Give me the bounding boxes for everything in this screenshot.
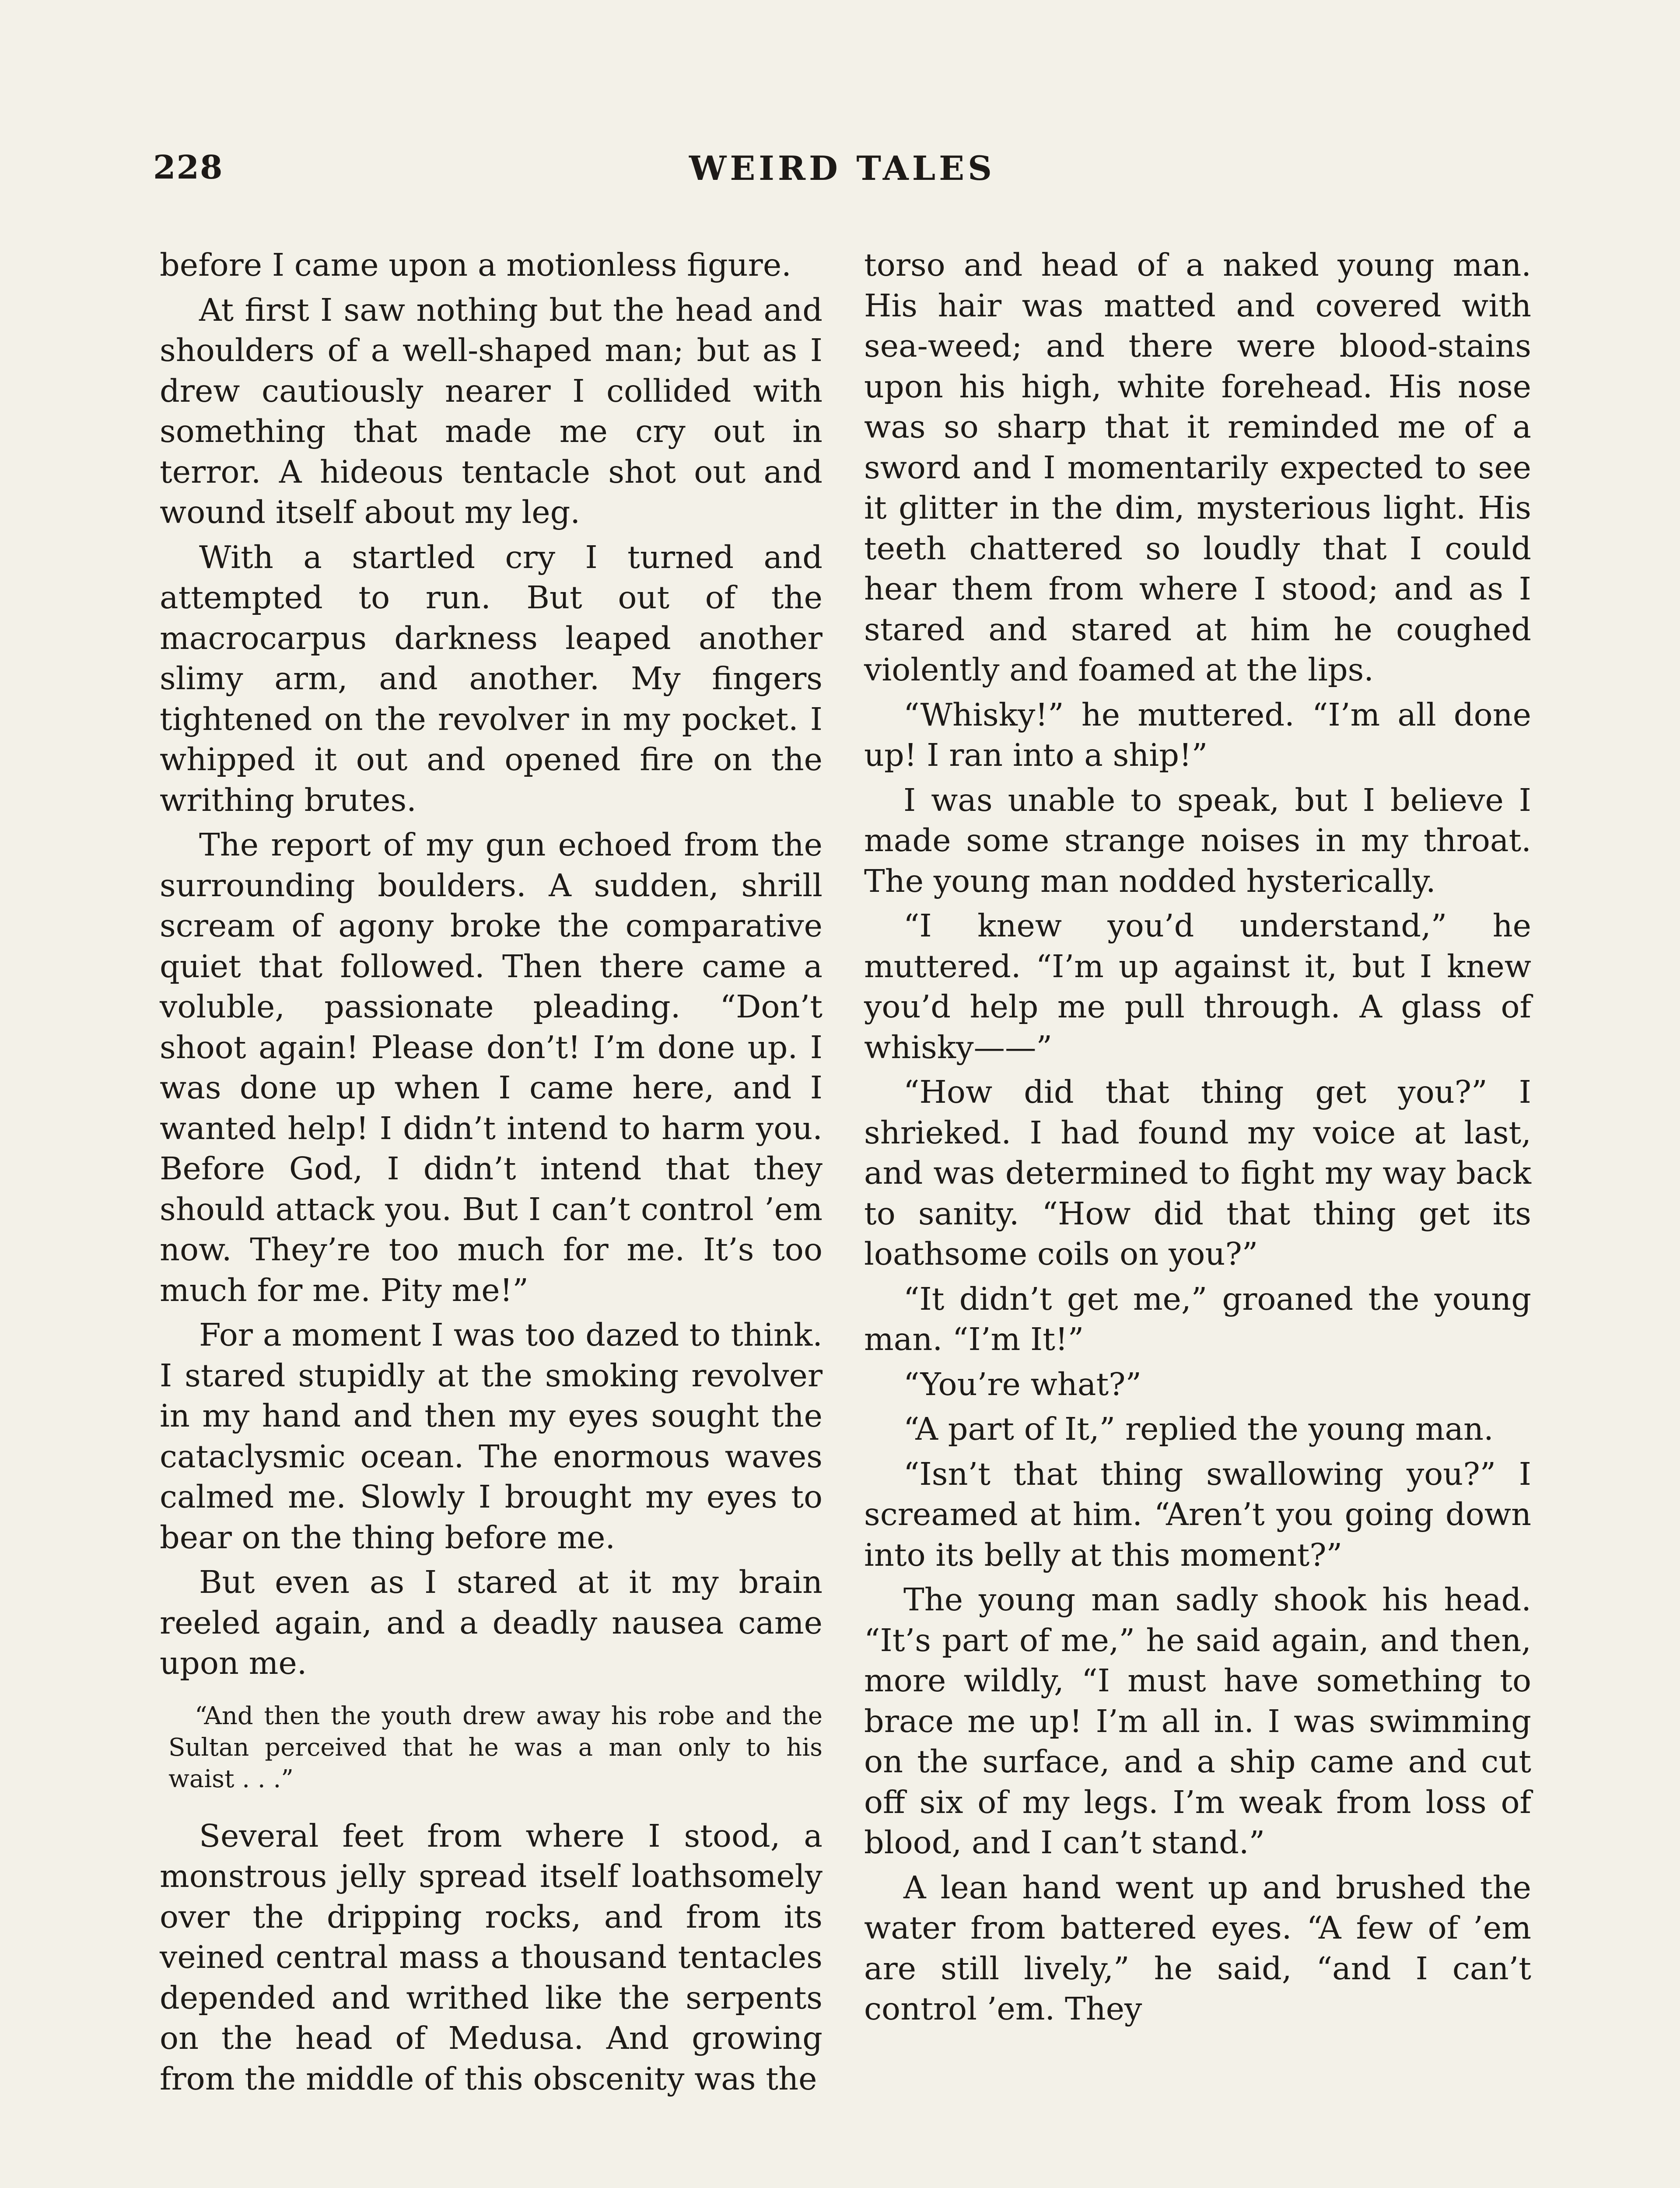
paragraph: A lean hand went up and brushed the water from battered eyes. “A few of ’em are still lively,” he said, “and I can’t control ’em. They xyxy=(864,1869,1531,2027)
paragraph: “How did that thing get you?” I shrieked. I had found my voice at last, and was determined to fight my way back to sanity. “How did that thing get its loathsome coils on you?” xyxy=(864,1074,1531,1272)
paragraph: “Isn’t that thing swallowing you?” I screamed at him. “Aren’t you going down into its belly at this moment?” xyxy=(864,1455,1531,1573)
paragraph: “You’re what?” xyxy=(903,1366,1142,1403)
running-title: WEIRD TALES xyxy=(689,149,995,188)
right-column xyxy=(864,245,1531,2034)
paragraph: “It didn’t get me,” groaned the young man. “I’m It!” xyxy=(864,1280,1531,1357)
paragraph: torso and head of a naked young man. His hair was matted and covered with sea-weed; and there were blood-stains upon his high, white forehead. His nose was so sharp that it reminded me of a sword and I momentarily expected to see it glitter in the dim, mysterious light. His teeth chattered so loudly that I could hear them from where I stood; and as I stared and stared at him he coughed violently and foamed at the lips. xyxy=(864,247,1531,688)
paragraph: For a moment I was too dazed to think. I stared stupidly at the smoking revolver in my hand and then my eyes sought the cataclysmic ocean. The enormous waves calmed me. Slowly I brought my eyes to bear on the thing before me. xyxy=(160,1317,822,1556)
paragraph: At first I saw nothing but the head and shoulders of a well-shaped man; but as I drew cautiously nearer I collided with something that made me cry out in terror. A hideous tentacle shot out and wound itself about my leg. xyxy=(160,291,822,530)
paragraph: With a startled cry I turned and attempted to run. But out of the macrocarpus darkness leaped another slimy arm, and another. My fingers tightened on the revolver in my pocket. I whipped it out and opened fire on the writhing brutes. xyxy=(160,539,822,818)
left-column xyxy=(160,245,822,2104)
section-quote: “And then the youth drew away his robe and the Sultan perceived that he was a man only to his waist . . .” xyxy=(168,1701,822,1793)
paragraph: The young man sadly shook his head. “It’s part of me,” he said again, and then, more wildly, “I must have something to brace me up! I’m all in. I was swimming on the surface, and a ship came and cut off six of my legs. I’m weak from loss of blood, and I can’t stand.” xyxy=(864,1581,1531,1861)
paragraph: “Whisky!” he muttered. “I’m all done up! I ran into a ship!” xyxy=(864,696,1531,773)
paragraph: “A part of It,” replied the young man. xyxy=(903,1411,1494,1447)
paragraph: “I knew you’d understand,” he muttered. “I’m up against it, but I knew you’d help me pull through. A glass of whisky——” xyxy=(864,908,1531,1066)
paragraph: The report of my gun echoed from the surrounding boulders. A sudden, shrill scream of agony broke the comparative quiet that followed. Then there came a voluble, passionate pleading. “Don’t shoot again! Please don’t! I’m done up. I was done up when I came here, and I wanted help! I didn’t intend to harm you. Before God, I didn’t intend that they should attack you. But I can’t control ’em now. They’re too much for me. It’s too much for me. Pity me!” xyxy=(160,827,822,1308)
paragraph: I was unable to speak, but I believe I made some strange noises in my throat. The young man nodded hysterically. xyxy=(864,782,1531,899)
page-number: 228 xyxy=(153,149,224,186)
paragraph: before I came upon a motionless figure. xyxy=(160,247,791,283)
page-header xyxy=(153,149,1531,201)
paragraph: But even as I stared at it my brain reeled again, and a deadly nausea came upon me. xyxy=(160,1564,822,1681)
paragraph: Several feet from where I stood, a monstrous jelly spread itself loathsomely over the dripping rocks, and from its veined central mass a thousand tentacles depended and writhed like the serpents on the head of Medusa. And growing from the middle of this obscenity was the xyxy=(160,1817,822,2097)
